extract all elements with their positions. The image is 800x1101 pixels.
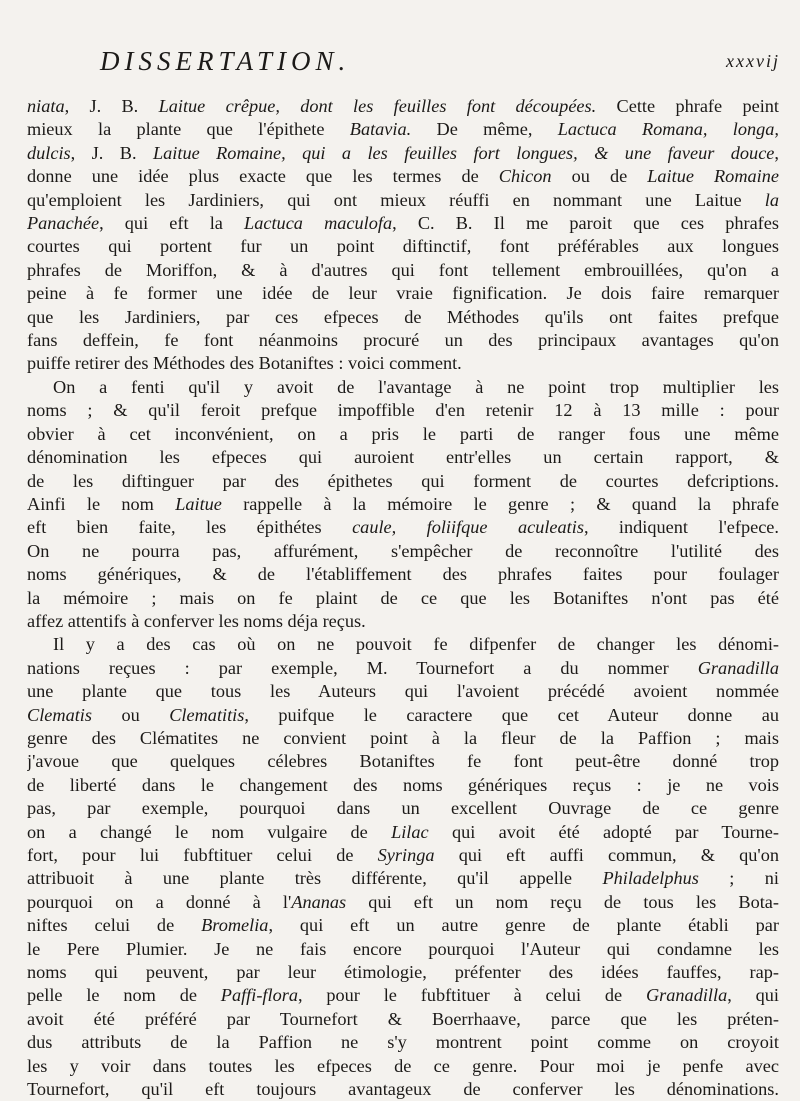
text-line (27, 329, 779, 352)
text-line (27, 633, 779, 656)
text-run: noms ; & qu'il feroit prefque impoffible d'en retenir 12 à 13 mille : pour (27, 400, 779, 421)
text-line (27, 446, 779, 469)
text-run: noms qui peuvent, par leur étimologie, préfenter des idées fauffes, rap- (27, 962, 779, 983)
running-head-title: DISSERTATION. (100, 46, 351, 76)
text-run: fans deffein, fe font néanmoins procuré un des principaux avantages qu'on (27, 330, 779, 351)
text-run: de les diftinguer par des épithetes qui forment de courtes defcriptions. (27, 470, 779, 491)
text-run: niftes celui de (27, 915, 202, 936)
text-run: genre des Clématites ne convient point à la fleur de la Paffion ; mais (27, 727, 779, 748)
italic-text: Laitue (175, 493, 222, 514)
text-run: Cette phrafe peint (596, 96, 779, 116)
text-run: que les Jardiniers, par ces efpeces de Méthodes qu'ils ont faites prefque (27, 306, 779, 327)
text-run: puiffe retirer des Méthodes des Botaniftes : voici comment. (27, 353, 462, 374)
text-run: phrafes de Moriffon, & à d'autres qui font tellement embrouillées, qu'on a (27, 259, 779, 280)
text-line (27, 376, 779, 399)
text-run: , qui eft un autre genre de plante établi par (268, 915, 779, 936)
text-run: dénomination les efpeces qui auroient entr'elles un certain rapport, & (27, 447, 779, 468)
italic-text: Syringa (377, 845, 435, 865)
body-text (27, 95, 779, 1101)
text-run: , puifque le caractere que cet Auteur donne au (244, 704, 779, 725)
text-run: , qui (727, 985, 779, 1006)
text-run: qui avoit été adopté par Tourne- (428, 821, 779, 842)
text-run: donne une idée plus exacte que les termes de (27, 166, 499, 187)
text-run: fort, pour lui fubftituer celui de (27, 845, 378, 865)
italic-text: caule, foliifque aculeatis (352, 517, 584, 538)
text-line (27, 306, 779, 329)
text-line (27, 493, 779, 516)
text-run: obvier à cet inconvénient, on a pris le parti de ranger fous une même (27, 423, 779, 444)
text-run: nations reçues : par exemple, M. Tournefort a du nommer (27, 657, 698, 678)
italic-text: Lilac (391, 821, 429, 842)
italic-text: Lactuca maculofa (244, 213, 393, 234)
text-run: pas, par exemple, pourquoi dans un excellent Ouvrage de ce genre (27, 798, 779, 819)
page-number: xxxvij (726, 51, 780, 71)
italic-text: Bromelia (201, 915, 269, 936)
text-run: mieux la plante que l'épithete (27, 119, 350, 140)
italic-text: Clematis (27, 704, 93, 725)
text-run: noms génériques, & de l'établiffement des phrafes faites pour foulager (27, 564, 779, 585)
text-run: peine à fe former une idée de leur vraie fignification. Je dois faire remarquer (27, 283, 779, 304)
italic-text: Batavia. (349, 119, 412, 140)
italic-text: la (764, 189, 779, 210)
text-line (27, 470, 779, 493)
italic-text: Clematitis (169, 704, 245, 725)
text-line (27, 516, 779, 539)
text-line (27, 212, 779, 235)
text-line (27, 938, 779, 961)
text-run: , J. B. (70, 142, 153, 163)
text-line (27, 797, 779, 820)
text-run: , C. B. Il me paroit que ces phrafes (392, 213, 779, 234)
text-run: On a fenti qu'il y avoit de l'avantage à ne point trop multiplier les (53, 376, 779, 397)
italic-text: dulcis (27, 142, 71, 163)
text-run: on a changé le nom vulgaire de (27, 821, 392, 842)
italic-text: Philadelphus (602, 868, 699, 889)
text-run: pourquoi on a donné à l' (27, 891, 292, 912)
text-line (27, 1055, 779, 1078)
text-line (27, 142, 779, 165)
text-line (27, 844, 779, 867)
italic-text: Panachée (27, 213, 100, 234)
text-line (27, 1031, 779, 1054)
text-line (27, 540, 779, 563)
text-line (27, 399, 779, 422)
text-run: attribuoit à une plante très différente, qu'il appelle (27, 868, 603, 889)
text-line (27, 352, 779, 375)
text-line (27, 587, 779, 610)
italic-text: Laitue Romaine, qui a les feuilles fort longues, & une faveur douce (152, 142, 775, 163)
text-line (27, 984, 779, 1007)
text-run: qui eft auffi commun, & qu'on (434, 845, 779, 865)
text-run: On ne pourra pas, affurément, s'empêcher de reconnoître l'utilité des (27, 540, 779, 561)
text-run: , pour le fubftituer à celui de (297, 985, 646, 1006)
italic-text: Granadilla (697, 657, 779, 678)
text-run: le Pere Plumier. Je ne fais encore pourquoi l'Auteur qui condamne les (27, 938, 779, 959)
text-line (27, 891, 779, 914)
text-run: courtes qui portent fur un point diftinctif, font préférables aux longues (27, 236, 779, 257)
text-line (27, 727, 779, 750)
text-line (27, 750, 779, 773)
text-line (27, 165, 779, 188)
text-line (27, 704, 779, 727)
text-line (27, 1008, 779, 1031)
text-line (27, 1078, 779, 1101)
text-run: ; ni (698, 868, 779, 889)
text-line (27, 867, 779, 890)
text-run: les y voir dans toutes les efpeces de ce genre. Pour moi je penfe avec (27, 1055, 779, 1076)
italic-text: Granadilla (645, 985, 728, 1006)
text-line (27, 774, 779, 797)
text-line (27, 235, 779, 258)
italic-text: Laitue Romaine (647, 166, 779, 187)
text-run: , indiquent l'efpece. (583, 517, 779, 538)
text-run: Tournefort, qu'il eft toujours avantageux de conferver les dénominations. (27, 1079, 779, 1100)
text-run: rappelle à la mémoire le genre ; & quand la phrafe (221, 493, 779, 514)
italic-text: niata (27, 96, 65, 116)
italic-text: Chicon (498, 166, 552, 187)
text-line (27, 95, 779, 118)
text-line (27, 118, 779, 141)
text-run: qu'emploient les Jardiniers, qui ont mieux réuffi en nommant une Laitue (27, 189, 765, 210)
text-line (27, 423, 779, 446)
text-line (27, 657, 779, 680)
text-run: Il y a des cas où on ne pouvoit fe difpenfer de changer les dénomi- (53, 634, 779, 655)
text-line (27, 610, 779, 633)
text-run: avoit été préféré par Tournefort & Boerrhaave, parce que les préten- (27, 1008, 779, 1029)
text-line (27, 259, 779, 282)
text-line (27, 961, 779, 984)
running-head (100, 42, 780, 80)
text-line (27, 282, 779, 305)
text-run: ou de (551, 166, 648, 187)
text-run: j'avoue que quelques célebres Botaniftes fe font peut-être donné trop (27, 751, 779, 772)
text-line (27, 680, 779, 703)
text-run: Ainfi le nom (27, 493, 176, 514)
text-run: qui eft un nom reçu de tous les Bota- (346, 891, 779, 912)
text-run: la mémoire ; mais on fe plaint de ce que les Botaniftes n'ont pas été (27, 587, 779, 608)
italic-text: Ananas (291, 891, 347, 912)
text-line (27, 914, 779, 937)
text-run: pelle le nom de (27, 985, 221, 1006)
text-run: affez attentifs à conferver les noms déja reçus. (27, 610, 366, 631)
text-line (27, 189, 779, 212)
text-run: une plante que tous les Auteurs qui l'avoient précédé avoient nommée (27, 681, 779, 702)
text-run: , (774, 142, 779, 163)
text-run: De même, (411, 119, 558, 140)
text-line (27, 821, 779, 844)
text-run: ou (92, 704, 170, 725)
text-run: , qui eft la (99, 213, 245, 234)
italic-text: Paffi-flora (220, 985, 298, 1006)
italic-text: Laitue crêpue, dont les feuilles font découpées. (158, 96, 597, 116)
text-run: de liberté dans le changement des noms génériques reçus : je ne vois (27, 774, 779, 795)
text-run: , J. B. (64, 96, 159, 116)
italic-text: Lactuca Romana, longa, (557, 119, 779, 140)
text-line (27, 563, 779, 586)
text-run: eft bien faite, les épithétes (27, 517, 353, 538)
text-run: dus attributs de la Paffion ne s'y montrent point comme on croyoit (27, 1032, 779, 1053)
